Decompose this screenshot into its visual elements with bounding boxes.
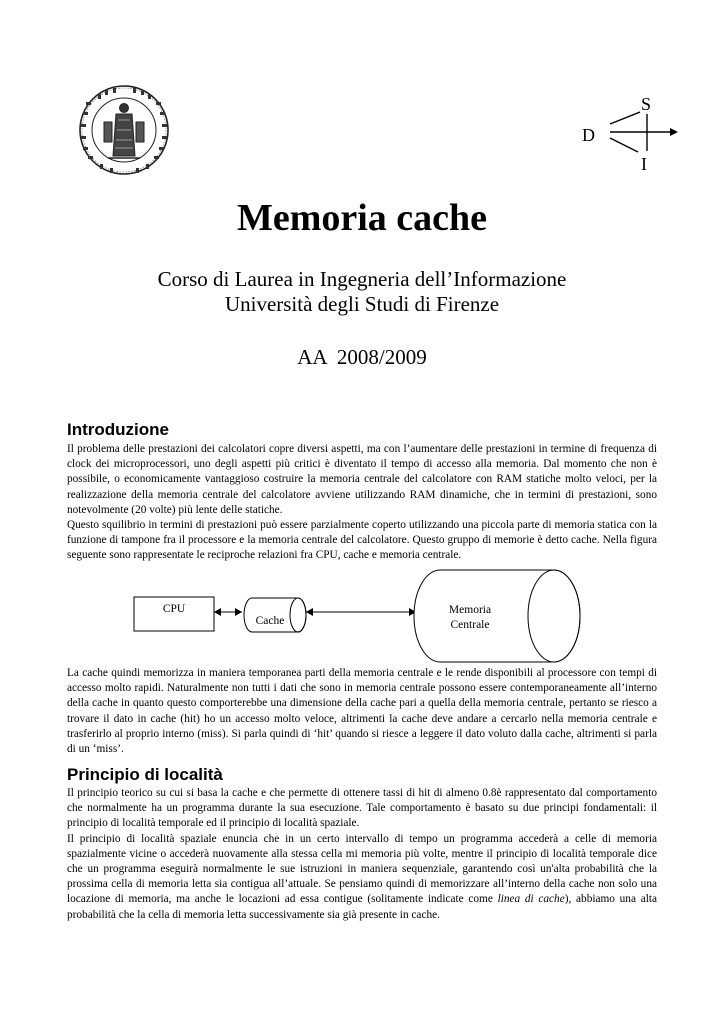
- dsi-logo: [574, 90, 684, 174]
- intro-paragraph-3: La cache quindi memorizza in maniera temporanea parti della memoria centrale e le rende disponibili al processore con tempi di accesso molto rapidi. Naturalmente non tutti i dati che sono in memoria centrale possono essere contemporaneamente all’interno della cache in quanto questo comporterebbe una dimensione della cache pari a quella della memoria centrale, pertanto se riesco a trovare il dato in cache (hit) ho un accesso molto veloce, altrimenti la cache deve andare a cercarlo nella memoria centrale e trasferirlo al proprio interno (miss). Si parla quindi di ‘hit’ quando si riesce a leggere il dato voluto dalla cache, altrimenti si parla di un ‘miss’.: [67, 667, 657, 756]
- logo-letter-i: I: [641, 154, 647, 174]
- locality-p2-start: Il principio di località spaziale enuncia che in un certo intervallo di tempo un programma accederà a celle di memoria spazialmente vicine o accederà nuovamente alla stessa cella mi memoria più volte, mentre il principio di località temporale dice che un programma eseguirà normalmente le sue istruzioni in maniera sequenziale, garantendo così un'alta probabilità che la prossima cella di memoria letta sia contigua all’attuale. Se pensiamo quindi di memorizzare all’interno della cache non solo una locazione di memoria, ma anche le locazioni ad essa contigue (solitamente indicate come: [67, 832, 657, 906]
- cpu-label: CPU: [162, 603, 186, 615]
- logo-letter-d: D: [582, 125, 595, 145]
- memory-label-2: Centrale: [450, 619, 490, 631]
- cache-label: Cache: [255, 615, 285, 627]
- intro-paragraph-1: Il problema delle prestazioni dei calcolatori copre diversi aspetti, ma con l’aumentare delle prestazioni in termine di frequenza di clock dei microprocessori, uno degli aspetti più critici è diventato il tempo di accesso alla memoria. Dal momento che non è possibile, o economicamente vantaggioso costruire la memoria centrale del calcolatore con RAM statiche molto veloci, per la realizzazione della memoria centrale del calcolatore avviene utilizzando RAM dinamiche, che in termini di prestazioni, sono notevolmente (20 volte) più lente delle statiche.: [67, 443, 657, 516]
- course-name: Corso di Laurea in Ingegneria dell’Informazione: [157, 267, 567, 291]
- locality-paragraph-1: Il principio teorico su cui si basa la cache e che permette di ottenere tassi di hit di almeno 0.8è rappresentato dal comportamento che normalmente ha un programma durante la sua esecuzione. Tale comportamento è basato su due principi fondamentali: il principio di località temporale ed il principio di località spaziale.: [67, 787, 657, 830]
- locality-paragraph-2: [67, 832, 657, 923]
- university-name: Università degli Studi di Firenze: [224, 292, 500, 316]
- memory-label-1: Memoria: [448, 604, 492, 616]
- university-seal: [78, 84, 170, 176]
- locality-p2-end: ), abbiamo una alta probabilità che la cella di memoria letta successivamente sia già presente in cache.: [67, 893, 657, 921]
- cpu-cache-memory-diagram: [120, 562, 600, 672]
- memory-cylinder: [414, 570, 580, 662]
- linea-di-cache-term: linea di cache: [497, 893, 565, 906]
- heading-principio-localita: Principio di località: [67, 765, 223, 784]
- cache-body: [67, 666, 657, 757]
- academic-year: AA 2008/2009: [297, 345, 427, 369]
- heading-introduzione: Introduzione: [67, 420, 169, 439]
- document-title: Memoria cache: [236, 197, 488, 239]
- logo-letter-s: S: [641, 94, 652, 114]
- locality-body: [67, 786, 657, 923]
- intro-body: [67, 442, 657, 564]
- intro-paragraph-2: Questo squilibrio in termini di prestazioni può essere parzialmente coperto utilizzando una piccola parte di memoria statica con la funzione di tampone fra il processore e la memoria centrale del calcolatore. Questo gruppo di memorie è detto cache. Nella figura seguente sono rappresentate le reciproche relazioni fra CPU, cache e memoria centrale.: [67, 519, 657, 562]
